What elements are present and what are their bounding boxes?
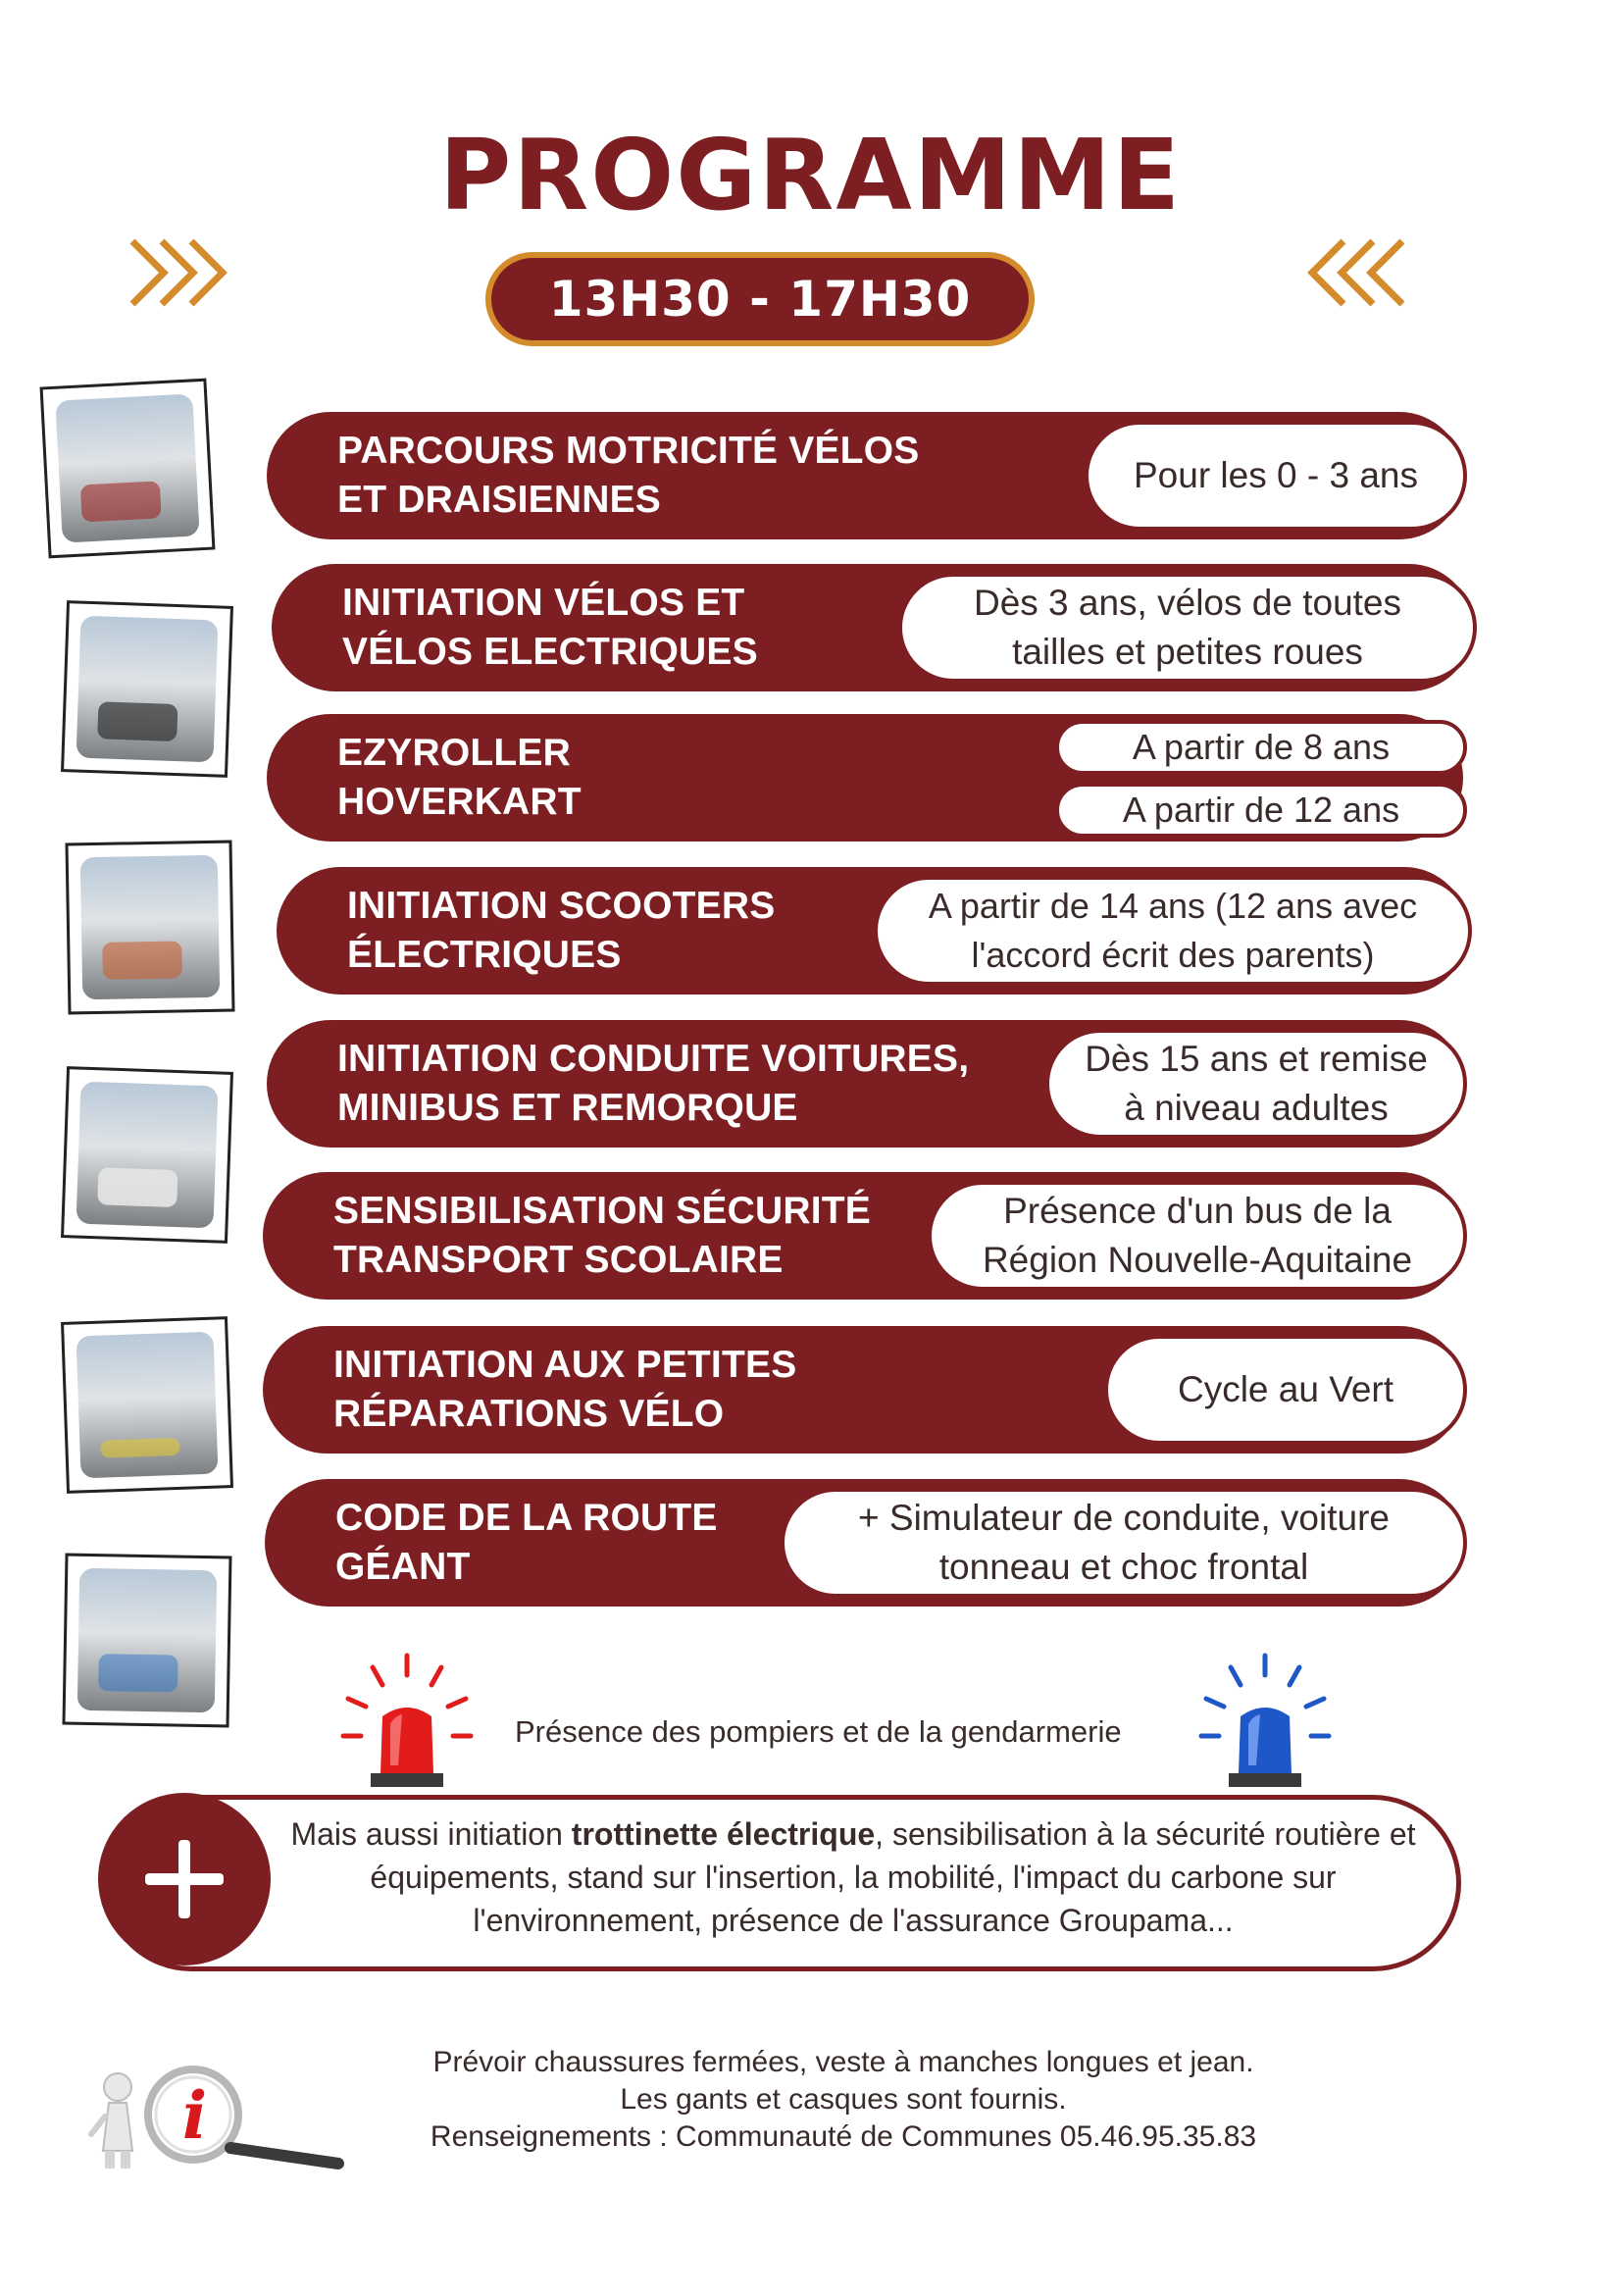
photo-thumbnail [65,841,234,1015]
activity-info: Pour les 0 - 3 ans [1085,421,1467,531]
extra-activities-text [284,1812,1422,1942]
activity-label: EZYROLLER HOVERKART [337,732,582,823]
activity-row [263,1172,1463,1300]
activity-info-age-12: A partir de 12 ans [1055,783,1467,838]
extra-text-bold: trottinette électrique [571,1816,876,1852]
activity-info: + Simulateur de conduite, voiture tonneau et choc frontal [781,1488,1467,1598]
time-badge: 13H30 - 17H30 [485,252,1035,346]
activity-info: A partir de 14 ans (12 ans avec l'accord écrit des parents) [874,876,1472,986]
activity-row [263,1326,1463,1454]
activity-info-age-8: A partir de 8 ans [1055,720,1467,775]
activity-row [265,1479,1463,1607]
page-title: PROGRAMME [438,118,1183,232]
footer-notes [353,2044,1334,2156]
extra-text-end: , sensibilisation à la sécurité routière et équipements, stand sur l'insertion, la mobilité, l'impact du carbone sur l'environnement, présence de l'assurance Groupama... [370,1816,1416,1938]
siren-caption: Présence des pompiers et de la gendarmerie [515,1714,1122,1749]
activity-label: INITIATION CONDUITE VOITURES, MINIBUS ET REMORQUE [337,1038,970,1129]
photo-thumbnail [61,1316,233,1494]
photo-thumbnail [40,379,216,559]
activity-row [267,412,1463,539]
blue-siren-icon [1191,1648,1339,1805]
chevrons-left-icon [1285,224,1412,322]
plus-icon [98,1793,271,1965]
activity-label: SENSIBILISATION SÉCURITÉ TRANSPORT SCOLAIRE [333,1190,871,1281]
activity-info: Dès 15 ans et remise à niveau adultes [1045,1029,1467,1139]
footer-line-contact: Renseignements : Communauté de Communes 05.46.95.35.83 [430,2120,1257,2153]
chevrons-right-icon [123,224,250,322]
activity-row [277,867,1468,995]
extra-text-start: Mais aussi initiation [290,1816,572,1852]
info-magnifier-icon [83,2058,348,2175]
activity-row [267,1020,1463,1148]
red-siren-icon [333,1648,481,1805]
activity-label: INITIATION SCOOTERS ÉLECTRIQUES [347,885,776,976]
photo-thumbnail [61,600,233,778]
photo-thumbnail [62,1554,231,1728]
footer-line-gloves: Les gants et casques sont fournis. [620,2083,1067,2116]
activity-row [272,564,1473,691]
activity-label: CODE DE LA ROUTE GÉANT [335,1497,718,1588]
activity-label: INITIATION VÉLOS ET VÉLOS ELECTRIQUES [342,582,758,673]
activity-info: Présence d'un bus de la Région Nouvelle-Aquitaine [928,1181,1467,1291]
activity-info: Cycle au Vert [1104,1335,1467,1445]
svg-text:i: i [182,2077,208,2154]
activity-info: Dès 3 ans, vélos de toutes tailles et petites roues [898,573,1477,683]
activity-label: INITIATION AUX PETITES RÉPARATIONS VÉLO [333,1344,797,1435]
photo-thumbnail [61,1066,233,1244]
activity-label: PARCOURS MOTRICITÉ VÉLOS ET DRAISIENNES [337,430,920,521]
activity-row [267,714,1463,842]
footer-line-equipment: Prévoir chaussures fermées, veste à manches longues et jean. [432,2046,1254,2078]
